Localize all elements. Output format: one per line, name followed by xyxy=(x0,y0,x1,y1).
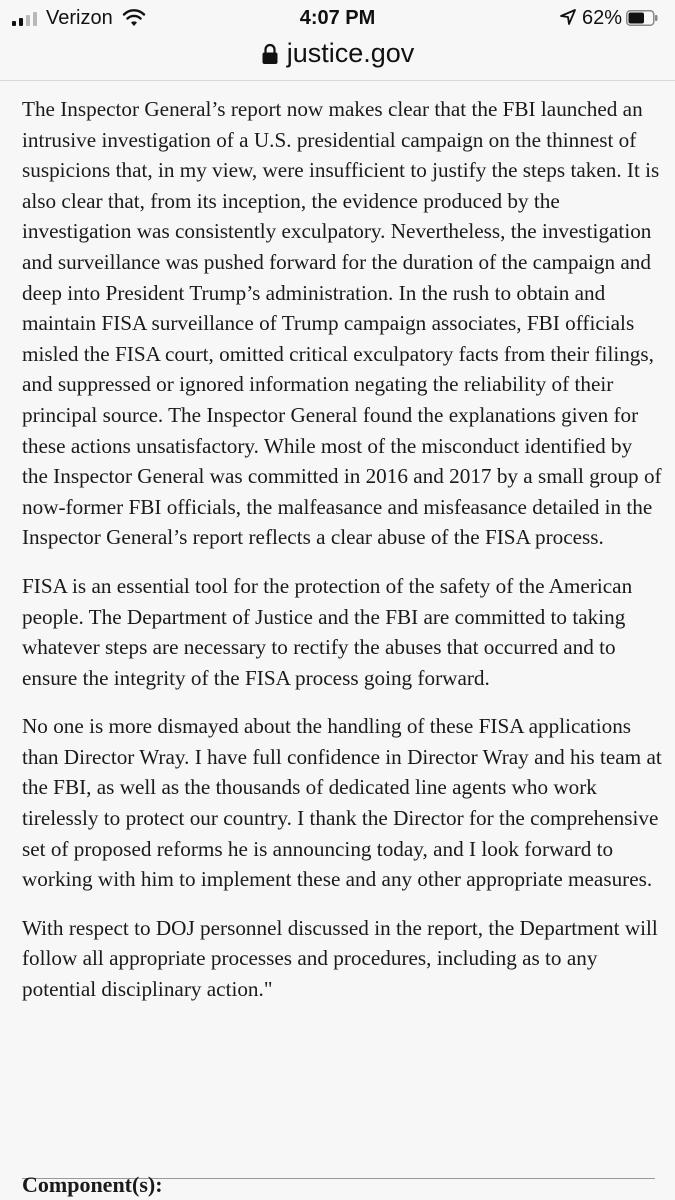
address-bar[interactable] xyxy=(0,38,675,72)
article-body xyxy=(22,94,662,1023)
browser-top-bar xyxy=(0,0,675,81)
article-paragraph: The Inspector General’s report now makes clear that the FBI launched an intrusive investigation of a U.S. presidential campaign on the thinnest of suspicions that, in my view, were insufficient to justify the steps taken. It is also clear that, from its inception, the evidence produced by the investigation was consistently exculpatory. Nevertheless, the investigation and surveillance was pushed forward for the duration of the campaign and deep into President Trump’s administration. In the rush to obtain and maintain FISA surveillance of Trump campaign associates, FBI officials misled the FISA court, omitted critical exculpatory facts from their filings, and suppressed or ignored information negating the reliability of their principal source. The Inspector General found the explanations given for these actions unsatisfactory. While most of the misconduct identified by the Inspector General was committed in 2016 and 2017 by a small group of now-former FBI officials, the malfeasance and misfeasance detailed in the Inspector General’s report reflects a clear abuse of the FISA process. xyxy=(22,97,662,550)
battery-percent: 62% xyxy=(582,7,623,29)
url-text[interactable]: justice.gov xyxy=(286,38,415,68)
status-bar xyxy=(0,0,675,36)
clock-time: 4:07 PM xyxy=(299,7,376,29)
carrier-name: Verizon xyxy=(46,7,113,29)
location-icon xyxy=(559,8,577,26)
battery-icon xyxy=(626,10,658,26)
article-paragraph: FISA is an essential tool for the protection of the safety of the American people. The Department of Justice and the FBI are committed to taking whatever steps are necessary to rectify the abuses that occurred and to ensure the integrity of the FISA process going forward. xyxy=(22,573,633,690)
lock-icon xyxy=(261,43,279,65)
article-paragraph: With respect to DOJ personnel discussed in the report, the Department will follow all appropriate processes and procedures, including as to any potential disciplinary action." xyxy=(22,915,658,1002)
article-paragraph: No one is more dismayed about the handling of these FISA applications than Director Wray. I have full confidence in Director Wray and his team at the FBI, as well as the thousands of dedicated line agents who work tirelessly to protect our country. I thank the Director for the comprehensive set of proposed reforms he is announcing today, and I look forward to working with him to implement these and any other appropriate measures. xyxy=(22,714,662,892)
components-heading: Component(s): xyxy=(22,1172,163,1197)
